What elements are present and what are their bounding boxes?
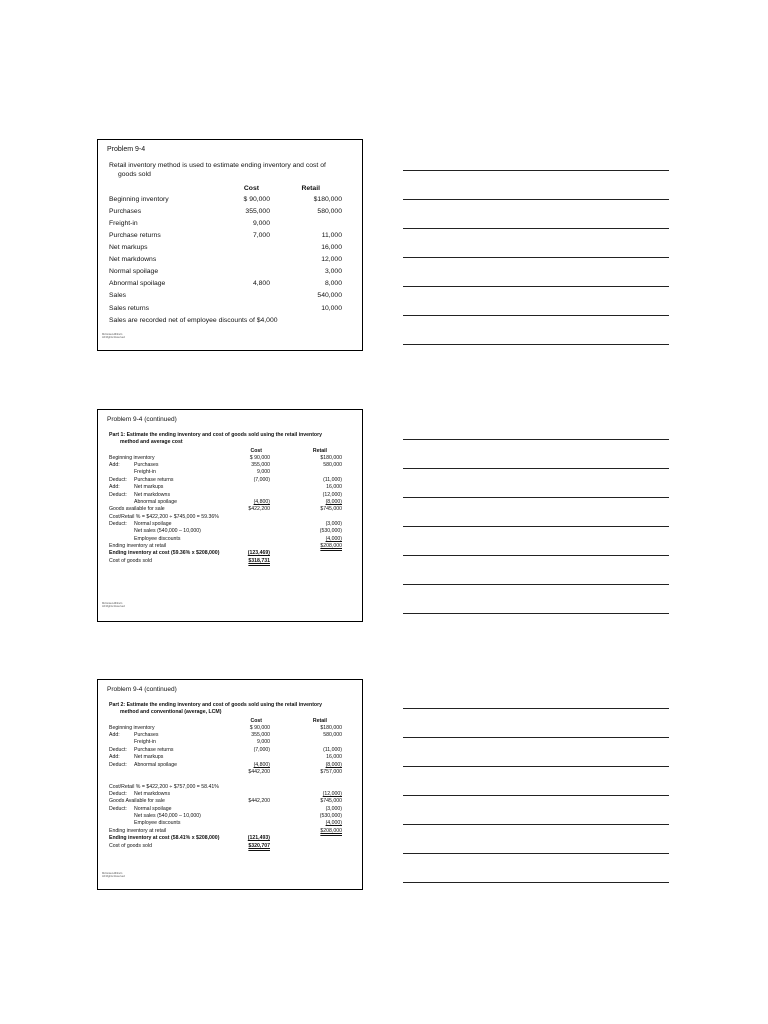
note-line [403,737,669,738]
table-row: Ending inventory at retail $208,000 [109,543,342,549]
table-row: Cost of goods sold $320,707 [109,843,270,849]
note-line [403,439,669,440]
note-line [403,584,669,585]
note-line [403,708,669,709]
table-row: Beginning inventory $ 90,000 $180,000 [109,196,342,203]
column-headers [98,185,362,195]
intro-line: Retail inventory method is used to estimate ending inventory and cost of [109,162,326,169]
note-line: Sales are recorded net of employee discounts of $4,000 [109,317,278,324]
note-line [403,170,669,171]
note-line [403,853,669,854]
table-row: Deduct: Purchase returns (7,000) (11,000) [109,477,342,483]
note-line [403,257,669,258]
table-row: Freight-in 9,000 [134,739,270,745]
slide-title: Problem 9-4 (continued) [107,416,177,423]
note-line [403,882,669,883]
slide-3 [97,679,363,890]
note-line [403,228,669,229]
table-row: Purchases 355,000 580,000 [109,208,342,215]
table-row: Cost/Retail % = $422,200 ÷ $757,000 = 58.41% [109,784,219,790]
table-row: Beginning inventory $ 90,000 $180,000 [109,455,342,461]
part-heading: Part 2: Estimate the ending inventory and cost of goods sold using the retail inventory [109,702,323,708]
col-cost: Cost [243,185,259,192]
table-row: Add: Purchases 355,000 580,000 [109,732,342,738]
table-row: Deduct: Net markdowns (12,000) [109,492,342,498]
table-row: Add: Net markups 16,000 [109,754,342,760]
table-row: Net sales (540,000 – 10,000) (530,000) [134,528,342,534]
note-line [403,199,669,200]
col-retail: Retail [301,185,320,192]
table-row: Ending inventory at retail $208,000 [109,828,342,834]
note-line [403,344,669,345]
note-line [403,766,669,767]
table-row: Normal spoilage 3,000 [109,268,342,275]
slide-title: Problem 9-4 [107,146,146,153]
table-row: Deduct: Abnormal spoilage (4,800) (8,000) [109,762,342,768]
table-row: Net markdowns 12,000 [109,256,342,263]
table-row: Ending inventory at cost (59.36% x $208,000) (123,469) [109,550,270,556]
note-line [403,468,669,469]
table-row: Employee discounts (4,000) [134,820,342,826]
table-row: Ending inventory at cost (58.41% x $208,000) (121,493) [109,835,270,841]
table-row: Cost/Retail % = $422,200 ÷ $745,000 = 59.36% [109,514,219,520]
slide-footer: McGraw-Hill/Irwin All Rights Reserved [102,333,125,340]
table-row: $442,200 $757,000 [248,769,342,775]
table-row: Employee discounts (4,000) [134,536,342,542]
table-row: Cost of goods sold $318,731 [109,558,270,564]
table-row: Sales returns 10,000 [109,305,342,312]
table-row: Beginning inventory $ 90,000 $180,000 [109,725,342,731]
note-line [403,555,669,556]
note-line [403,286,669,287]
part-heading: method and conventional (average, LCM) [120,709,222,715]
table-row: Deduct: Normal spoilage (3,000) [109,806,342,812]
table-row: Deduct: Purchase returns (7,000) (11,000) [109,747,342,753]
part-heading: method and average cost [120,439,183,445]
table-row: Sales 540,000 [109,292,342,299]
intro-line: goods sold [118,171,151,178]
table-row: Add: Purchases 355,000 580,000 [109,462,342,468]
note-line [403,795,669,796]
note-line [403,315,669,316]
note-line [403,526,669,527]
slide-title: Problem 9-4 (continued) [107,686,177,693]
table-row: Net markups 16,000 [109,244,342,251]
slide-1 [97,139,363,351]
note-line [403,613,669,614]
table-row: Freight-in 9,000 [134,469,270,475]
table-row: Add: Net markups 16,000 [109,484,342,490]
table-row: Abnormal spoilage 4,800 8,000 [109,280,342,287]
column-headers: Cost Retail [250,448,327,454]
table-row: Net sales (540,000 – 10,000) (530,000) [134,813,342,819]
table-row: Freight-in 9,000 [109,220,270,227]
slide-footer: McGraw-Hill/Irwin All Rights Reserved [102,872,125,879]
column-headers: Cost Retail [250,718,327,724]
table-row: Deduct: Net markdowns (12,000) [109,791,342,797]
part-heading: Part 1: Estimate the ending inventory and cost of goods sold using the retail inventory [109,432,323,438]
slide-2 [97,409,363,622]
note-line [403,497,669,498]
table-row: Purchase returns 7,000 11,000 [109,232,342,239]
table-row: Goods available for sale $422,200 $745,000 [109,506,342,512]
slide-footer: McGraw-Hill/Irwin All Rights Reserved [102,602,125,609]
table-row: Goods Available for sale $442,200 $745,000 [109,798,342,804]
table-row: Deduct: Normal spoilage (3,000) [109,521,342,527]
note-line [403,824,669,825]
table-row: Abnormal spoilage (4,800) (8,000) [134,499,342,505]
